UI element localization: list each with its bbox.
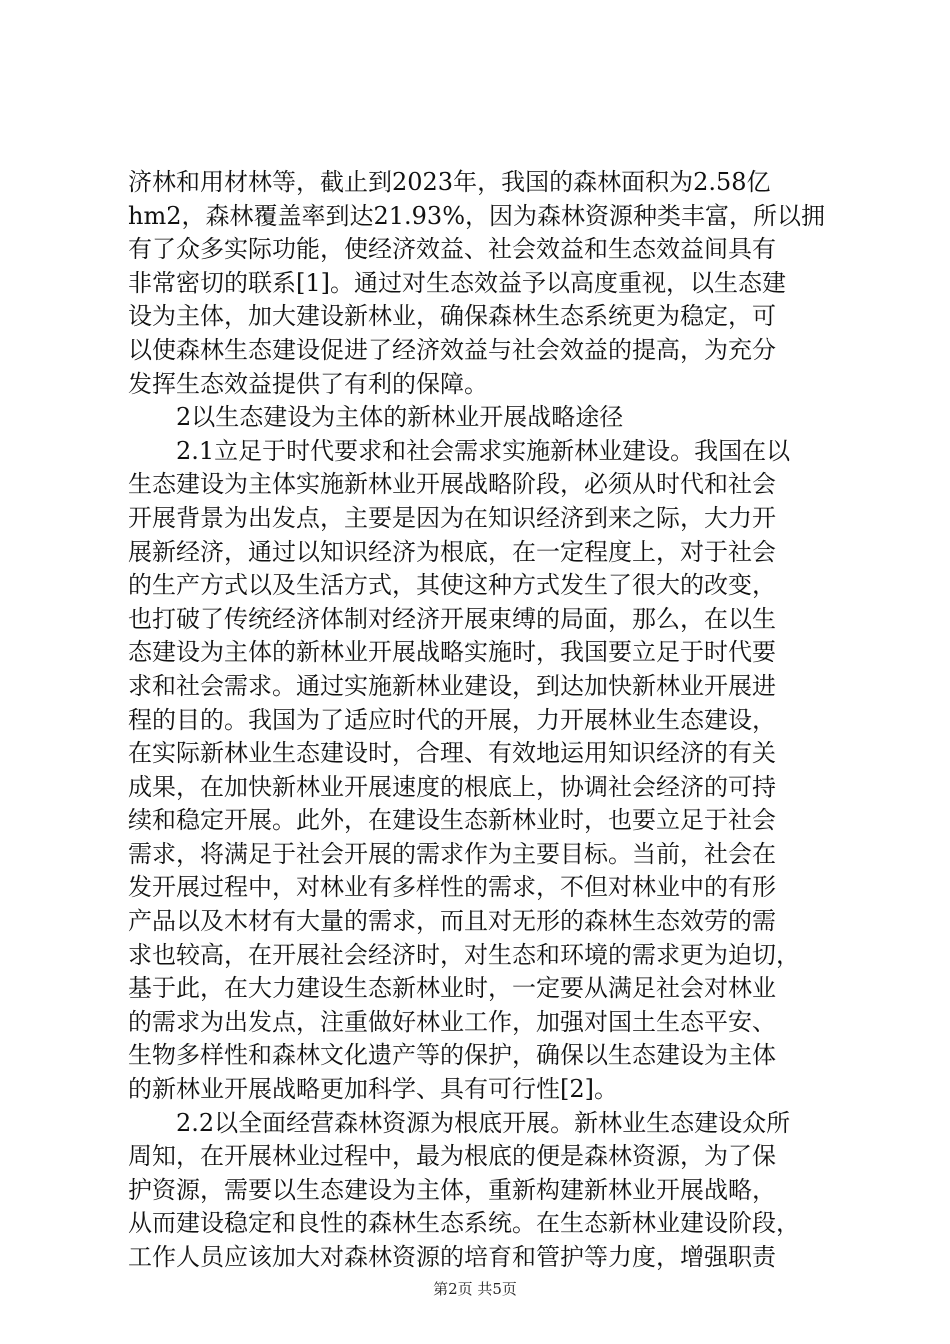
text-line: 展新经济，通过以知识经济为根底，在一定程度上，对于社会 <box>128 537 776 566</box>
text-line: 生物多样性和森林文化遗产等的保护，确保以生态建设为主体 <box>128 1041 776 1070</box>
text-line: 非常密切的联系[1]。通过对生态效益予以高度重视，以生态建 <box>128 268 786 297</box>
text-line: 产品以及木材有大量的需求，而且对无形的森林生态效劳的需 <box>128 907 776 936</box>
text-line: 需求，将满足于社会开展的需求作为主要目标。当前，社会在 <box>128 839 776 868</box>
text-line: 生态建设为主体实施新林业开展战略阶段，必须从时代和社会 <box>128 470 776 499</box>
text-line: 续和稳定开展。此外，在建设生态新林业时，也要立足于社会 <box>128 806 776 835</box>
text-line: 设为主体，加大建设新林业，确保森林生态系统更为稳定，可 <box>128 302 776 331</box>
text-line: 发开展过程中，对林业有多样性的需求，不但对林业中的有形 <box>128 873 776 902</box>
text-line: 态建设为主体的新林业开展战略实施时，我国要立足于时代要 <box>128 638 776 667</box>
section-heading: 2以生态建设为主体的新林业开展战略途径 <box>128 403 624 432</box>
text-line: 在实际新林业生态建设时，合理、有效地运用知识经济的有关 <box>128 739 776 768</box>
text-line: 有了众多实际功能，使经济效益、社会效益和生态效益间具有 <box>128 235 776 264</box>
text-line: 济林和用材林等，截止到2023年，我国的森林面积为2.58亿 <box>128 168 771 196</box>
text-line: 基于此，在大力建设生态新林业时，一定要从满足社会对林业 <box>128 974 776 1003</box>
text-line: 工作人员应该加大对森林资源的培育和管护等力度，增强职责 <box>128 1243 776 1271</box>
text-line: 2.1立足于时代要求和社会需求实施新林业建设。我国在以 <box>128 436 791 465</box>
text-line: 程的目的。我国为了适应时代的开展，力开展林业生态建设， <box>128 705 776 734</box>
text-line: 也打破了传统经济体制对经济开展束缚的局面，那么，在以生 <box>128 604 776 633</box>
text-line: 周知，在开展林业过程中，最为根底的便是森林资源，为了保 <box>128 1142 776 1171</box>
page-number-footer: 第2页 共5页 <box>433 1280 517 1298</box>
text-line: 护资源，需要以生态建设为主体，重新构建新林业开展战略， <box>128 1175 776 1204</box>
text-line: 的生产方式以及生活方式，其使这种方式发生了很大的改变， <box>128 571 776 600</box>
text-line: 从而建设稳定和良性的森林生态系统。在生态新林业建设阶段， <box>128 1209 800 1238</box>
text-line: 以使森林生态建设促进了经济效益与社会效益的提高，为充分 <box>128 335 776 364</box>
text-line: 2.2以全面经营森林资源为根底开展。新林业生态建设众所 <box>128 1108 791 1137</box>
text-line: 的新林业开展战略更加科学、具有可行性[2]。 <box>128 1075 618 1104</box>
document-body <box>128 166 832 1275</box>
text-line: hm2，森林覆盖率到达21.93%，因为森林资源种类丰富，所以拥 <box>128 201 825 230</box>
text-line: 发挥生态效益提供了有利的保障。 <box>128 369 488 398</box>
text-line: 的需求为出发点，注重做好林业工作，加强对国土生态平安、 <box>128 1007 776 1036</box>
text-line: 成果，在加快新林业开展速度的根底上，协调社会经济的可持 <box>128 772 776 801</box>
text-line: 开展背景为出发点，主要是因为在知识经济到来之际，大力开 <box>128 503 776 532</box>
text-line: 求也较高，在开展社会经济时，对生态和环境的需求更为迫切， <box>128 940 800 969</box>
text-line: 求和社会需求。通过实施新林业建设，到达加快新林业开展进 <box>128 671 776 700</box>
